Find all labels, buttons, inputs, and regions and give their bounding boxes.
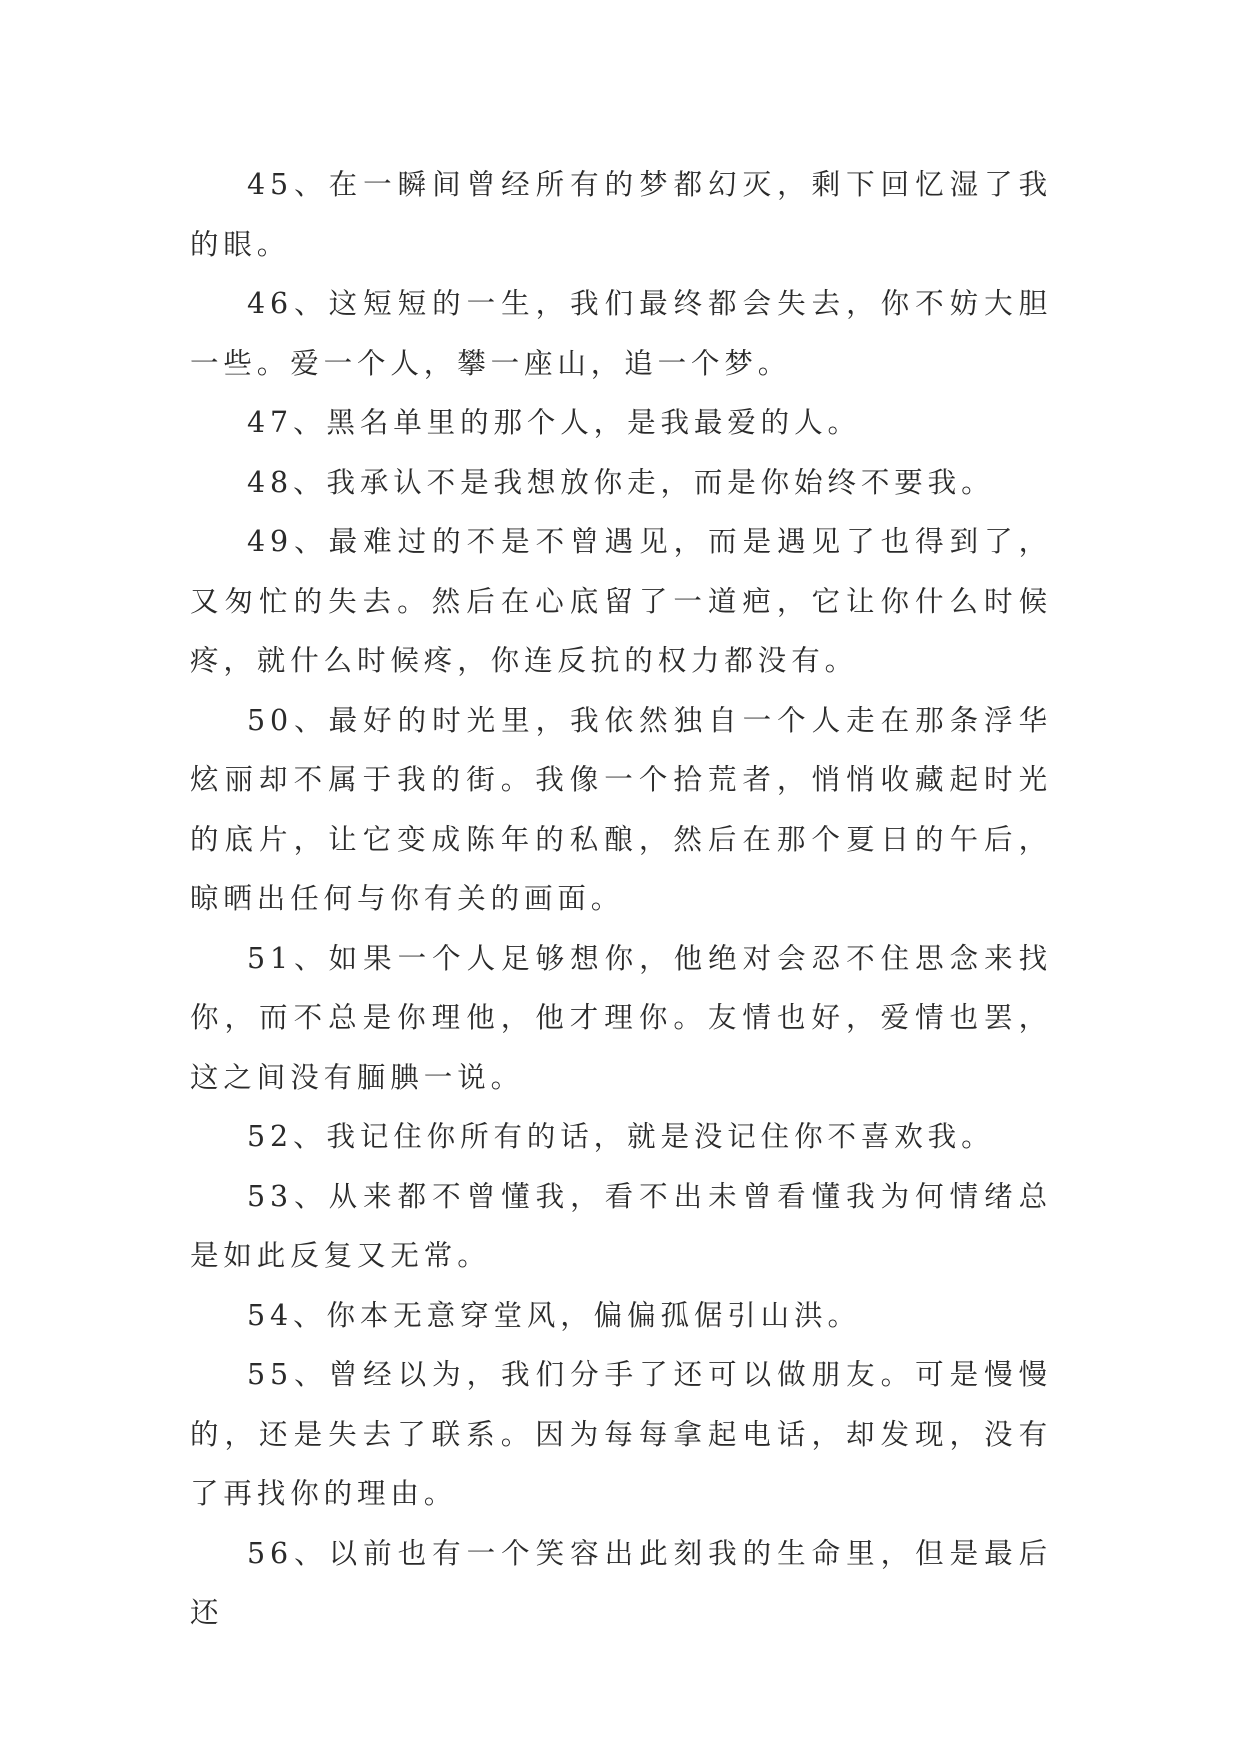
paragraph-48: 48、我承认不是我想放你走，而是你始终不要我。 <box>247 465 995 499</box>
paragraph-46: 46、这短短的一生，我们最终都会失去，你不妨大胆一些。爱一个人，攀一座山，追一个梦。 <box>190 287 1052 380</box>
paragraph-51: 51、如果一个人足够想你，他绝对会忍不住思念来找你，而不总是你理他，他才理你。友情也好，爱情也罢，这之间没有腼腆一说。 <box>190 941 1052 1094</box>
paragraph-54: 54、你本无意穿堂风，偏偏孤倨引山洪。 <box>247 1298 861 1332</box>
paragraph-49: 49、最难过的不是不曾遇见，而是遇见了也得到了，又匆忙的失去。然后在心底留了一道疤，它让你什么时候疼，就什么时候疼，你连反抗的权力都没有。 <box>190 525 1052 677</box>
paragraph-50: 50、最好的时光里，我依然独自一个人走在那条浮华炫丽却不属于我的街。我像一个拾荒者，悄悄收藏起时光的底片，让它变成陈年的私酿，然后在那个夏日的午后，晾晒出任何与你有关的画面。 <box>190 703 1052 915</box>
paragraph-45: 45、在一瞬间曾经所有的梦都幻灭，剩下回忆湿了我的眼。 <box>190 168 1052 261</box>
paragraph-53: 53、从来都不曾懂我，看不出未曾看懂我为何情绪总是如此反复又无常。 <box>190 1179 1052 1272</box>
paragraph-52: 52、我记住你所有的话，就是没记住你不喜欢我。 <box>247 1120 995 1153</box>
paragraph-56: 56、以前也有一个笑容出此刻我的生命里，但是最后还 <box>190 1536 1052 1629</box>
document-body <box>190 155 1052 1643</box>
paragraph-47: 47、黑名单里的那个人，是我最爱的人。 <box>247 406 861 439</box>
paragraph-55: 55、曾经以为，我们分手了还可以做朋友。可是慢慢的，还是失去了联系。因为每每拿起电话，却发现，没有了再找你的理由。 <box>190 1358 1052 1510</box>
